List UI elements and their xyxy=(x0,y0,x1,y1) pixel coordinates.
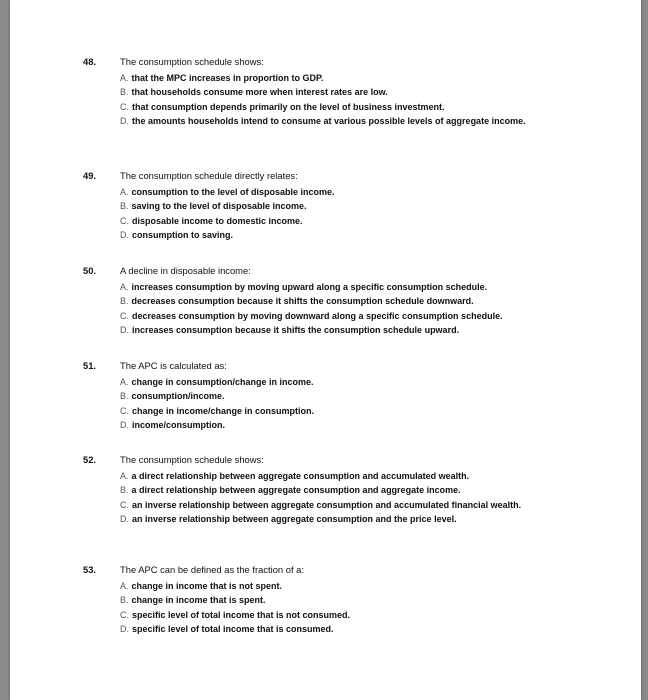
question-number: 48. xyxy=(83,56,97,67)
option-text: consumption to the level of disposable income. xyxy=(131,187,335,197)
option-letter: D. xyxy=(120,420,129,431)
option-text: decreases consumption because it shifts the consumption schedule downward. xyxy=(131,296,474,307)
answer-option-b xyxy=(120,483,550,497)
answer-option-b xyxy=(120,593,550,607)
option-letter: C. xyxy=(120,405,129,416)
answer-options xyxy=(120,579,550,637)
option-letter: B. xyxy=(120,485,129,496)
option-text: change in income/change in consumption. xyxy=(132,405,315,416)
option-text: that consumption depends primarily on the level of business investment. xyxy=(132,101,445,112)
answer-option-b xyxy=(120,389,550,403)
answer-options xyxy=(120,469,550,527)
option-letter: C. xyxy=(120,609,129,620)
option-text: the amounts households intend to consume at various possible levels of aggregate income. xyxy=(132,116,526,127)
option-letter: B. xyxy=(120,87,129,98)
option-letter: B. xyxy=(120,201,129,212)
answer-option-d xyxy=(120,418,550,432)
answer-option-b xyxy=(120,85,550,99)
option-text: a direct relationship between aggregate consumption and accumulated wealth. xyxy=(131,471,470,481)
question-stem: The APC is calculated as: xyxy=(120,360,227,371)
answer-option-d xyxy=(120,512,550,526)
answer-option-d xyxy=(120,622,550,636)
question-number: 50. xyxy=(83,265,97,276)
option-text: change in consumption/change in income. xyxy=(131,377,314,387)
question-body xyxy=(120,359,550,433)
option-letter: C. xyxy=(120,499,129,510)
option-letter: D. xyxy=(120,116,129,127)
answer-option-c xyxy=(120,100,550,114)
option-text: change in income that is spent. xyxy=(131,595,266,606)
option-text: an inverse relationship between aggregate consumption and the price level. xyxy=(132,514,457,525)
question-number: 52. xyxy=(83,454,97,465)
question-stem: The consumption schedule directly relates: xyxy=(120,170,298,181)
option-letter: B. xyxy=(120,595,129,606)
answer-option-d xyxy=(120,114,550,128)
answer-option-a xyxy=(120,280,550,294)
answer-option-a xyxy=(120,71,550,85)
option-text: specific level of total income that is consumed. xyxy=(132,624,334,635)
question-stem: The APC can be defined as the fraction of a: xyxy=(120,564,304,575)
question-number: 49. xyxy=(83,170,97,181)
answer-options xyxy=(120,280,550,338)
option-text: a direct relationship between aggregate consumption and aggregate income. xyxy=(131,485,461,496)
option-text: specific level of total income that is not consumed. xyxy=(132,609,351,620)
option-letter: D. xyxy=(120,325,129,336)
document-page xyxy=(10,0,641,700)
option-letter: D. xyxy=(120,230,129,241)
question-body xyxy=(120,55,550,129)
question-body xyxy=(120,169,550,243)
option-text: saving to the level of disposable income. xyxy=(131,201,307,212)
option-text: income/consumption. xyxy=(132,420,226,431)
option-letter: D. xyxy=(120,514,129,525)
option-letter: B. xyxy=(120,296,129,307)
option-text: decreases consumption by moving downward along a specific consumption schedule. xyxy=(132,310,503,321)
question-body xyxy=(120,453,550,527)
option-letter: B. xyxy=(120,391,129,402)
option-letter: A. xyxy=(120,471,129,481)
answer-option-d xyxy=(120,323,550,337)
question-stem: A decline in disposable income: xyxy=(120,265,251,276)
answer-option-a xyxy=(120,375,550,389)
answer-option-a xyxy=(120,469,550,483)
option-text: increases consumption because it shifts the consumption schedule upward. xyxy=(132,325,460,336)
question-body xyxy=(120,264,550,338)
option-text: that households consume more when interest rates are low. xyxy=(131,87,388,98)
option-text: change in income that is not spent. xyxy=(131,581,283,591)
question-number: 51. xyxy=(83,360,97,371)
option-text: consumption/income. xyxy=(131,391,225,402)
option-letter: C. xyxy=(120,215,129,226)
option-text: disposable income to domestic income. xyxy=(132,215,303,226)
answer-option-c xyxy=(120,214,550,228)
option-text: an inverse relationship between aggregate consumption and accumulated financial wealth. xyxy=(132,499,522,510)
answer-option-a xyxy=(120,185,550,199)
option-letter: A. xyxy=(120,187,129,197)
option-letter: D. xyxy=(120,624,129,635)
option-letter: C. xyxy=(120,101,129,112)
answer-option-b xyxy=(120,199,550,213)
question-stem: The consumption schedule shows: xyxy=(120,56,264,67)
answer-option-d xyxy=(120,228,550,242)
option-letter: A. xyxy=(120,73,129,83)
answer-option-b xyxy=(120,294,550,308)
option-letter: A. xyxy=(120,377,129,387)
option-text: consumption to saving. xyxy=(132,230,234,241)
question-stem: The consumption schedule shows: xyxy=(120,454,264,465)
answer-option-a xyxy=(120,579,550,593)
answer-options xyxy=(120,185,550,243)
answer-option-c xyxy=(120,498,550,512)
option-letter: C. xyxy=(120,310,129,321)
answer-options xyxy=(120,375,550,433)
answer-option-c xyxy=(120,404,550,418)
answer-option-c xyxy=(120,309,550,323)
option-letter: A. xyxy=(120,282,129,292)
option-letter: A. xyxy=(120,581,129,591)
question-body xyxy=(120,563,550,637)
answer-option-c xyxy=(120,608,550,622)
answer-options xyxy=(120,71,550,129)
option-text: that the MPC increases in proportion to GDP. xyxy=(131,73,324,83)
question-number: 53. xyxy=(83,564,97,575)
option-text: increases consumption by moving upward along a specific consumption schedule. xyxy=(131,282,488,292)
